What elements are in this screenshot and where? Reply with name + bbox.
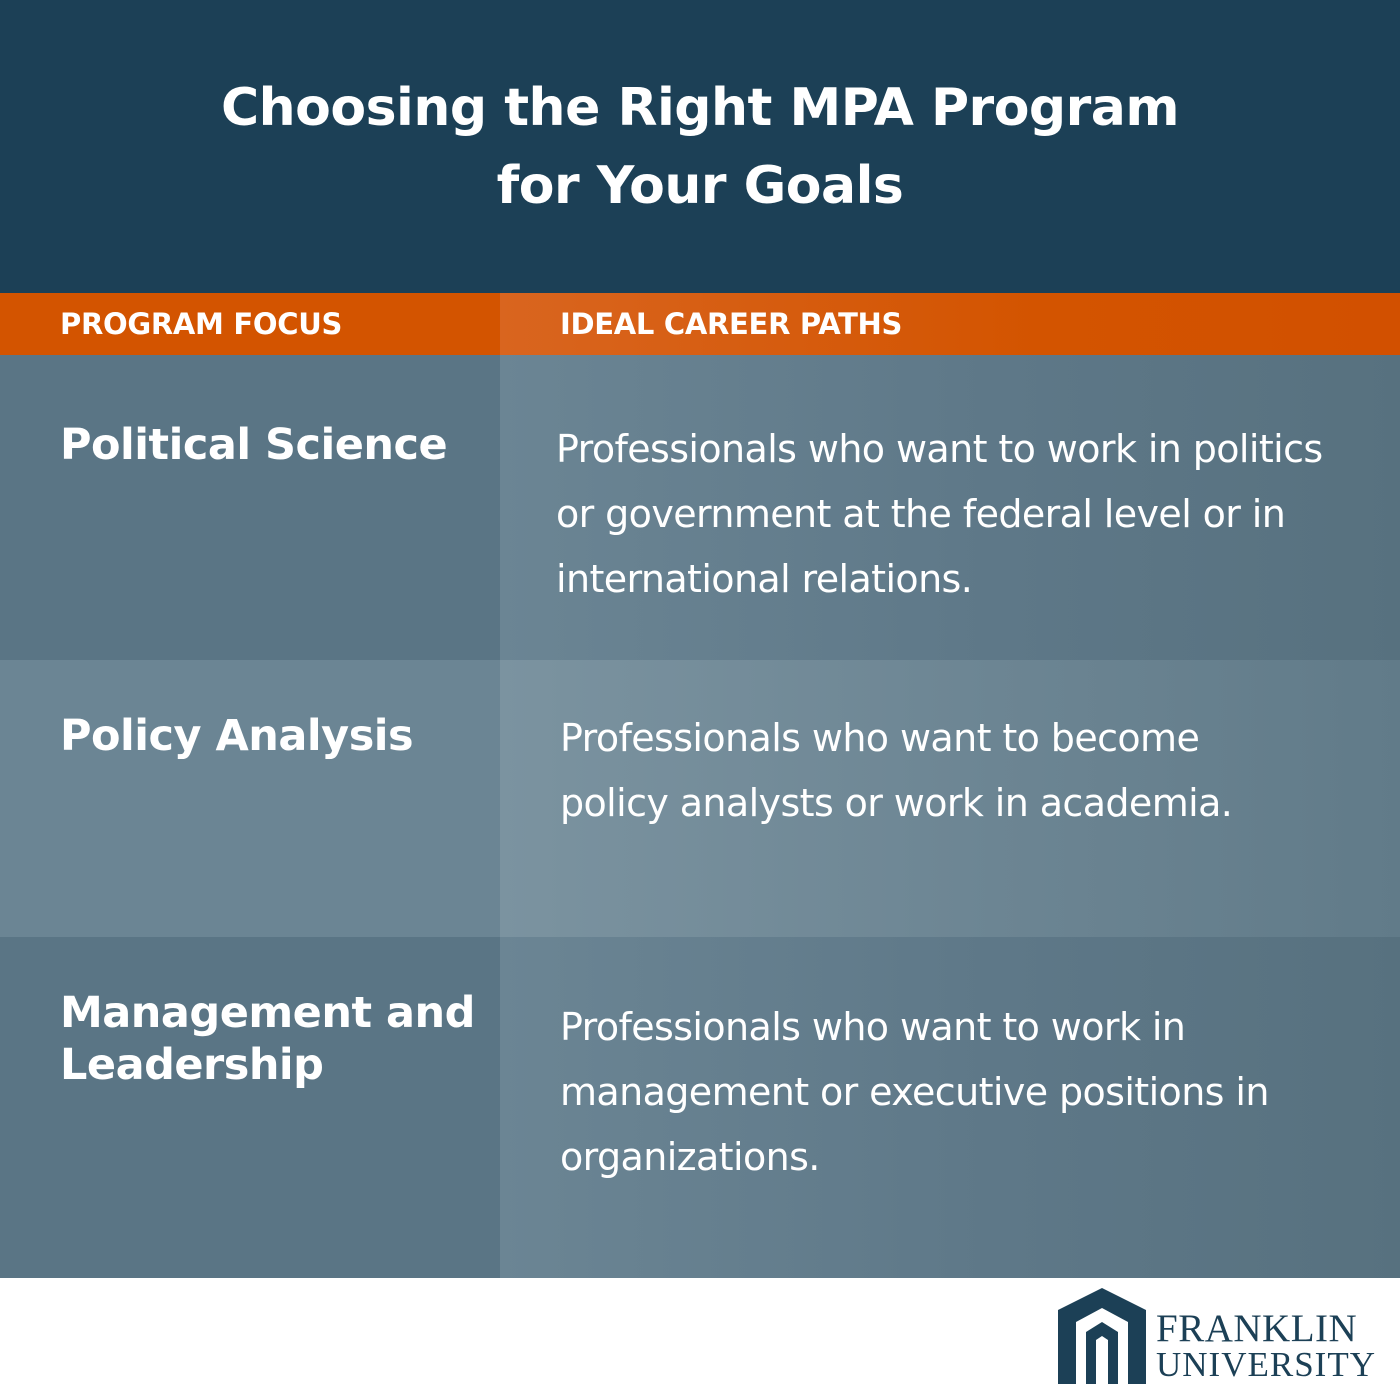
program-focus-cell: Management and Leadership: [60, 988, 475, 1090]
footer: [0, 1278, 1400, 1391]
logo-text-franklin: FRANKLIN: [1156, 1307, 1358, 1350]
column-header-career-paths: IDEAL CAREER PATHS: [560, 307, 903, 341]
table-row: [0, 660, 1400, 937]
table-row: [0, 937, 1400, 1278]
career-path-cell: Professionals who want to become policy analysts or work in academia.: [560, 716, 1233, 825]
title-line-1: Choosing the Right MPA Program: [220, 77, 1180, 138]
career-path-cell: Professionals who want to work in politics or government at the federal level or in international relations.: [556, 427, 1323, 601]
table-row: [0, 355, 1400, 660]
title-banner: [0, 0, 1400, 293]
table-header: [0, 293, 1400, 355]
franklin-university-logo: [1058, 1288, 1378, 1384]
logo-text-university: UNIVERSITY: [1156, 1345, 1376, 1384]
column-header-program-focus: PROGRAM FOCUS: [60, 307, 343, 341]
franklin-arch-icon: [1058, 1288, 1146, 1384]
program-focus-cell: Policy Analysis: [60, 711, 414, 761]
page-title: [221, 69, 1179, 225]
program-focus-cell: Political Science: [60, 420, 448, 470]
career-path-cell: Professionals who want to work in management or executive positions in organizations.: [560, 1005, 1269, 1179]
title-line-2: for Your Goals: [496, 155, 904, 216]
